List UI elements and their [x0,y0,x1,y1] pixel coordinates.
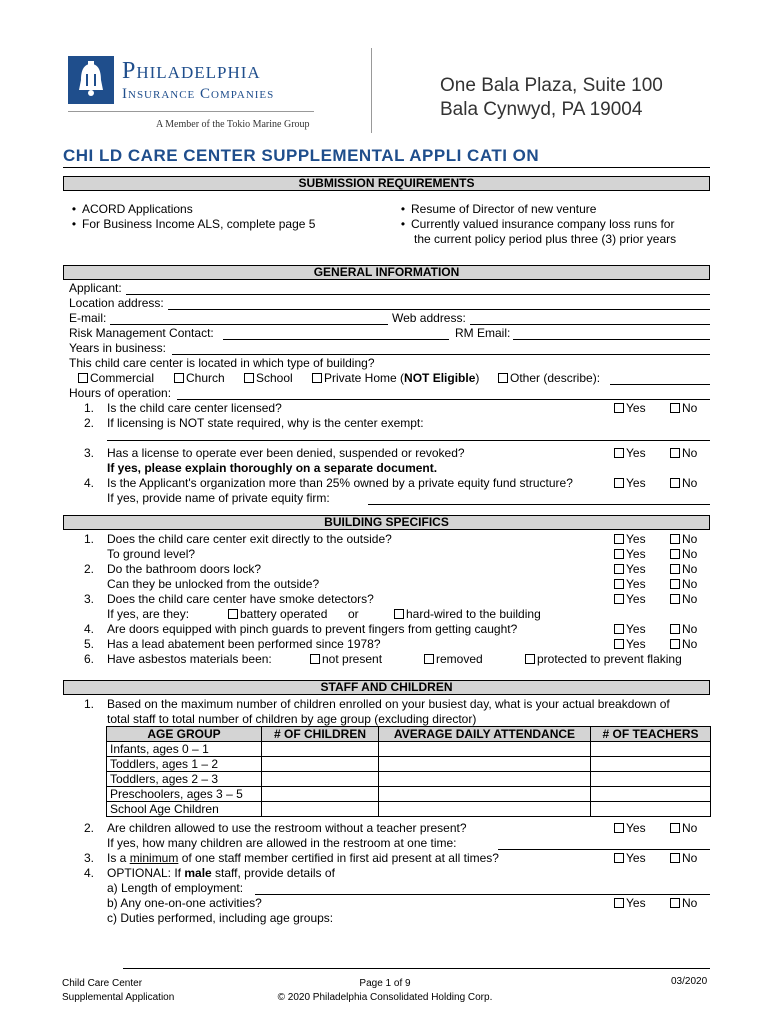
church-option [174,371,225,385]
no-label: No [682,562,698,576]
no-label: No [682,532,698,546]
table-row [107,742,711,757]
yes-checkbox[interactable] [614,853,624,863]
not-eligible-label: NOT Eligible [404,371,476,385]
q4-male: male [184,866,212,880]
bld-q5-number: 5. [84,637,95,651]
yes-checkbox[interactable] [614,594,624,604]
other-option [498,371,600,385]
children-cell[interactable] [262,802,379,817]
staff-q3-number: 3. [84,851,95,865]
logo-name: Philadelphia [122,58,261,84]
gen-q4-number: 4. [84,476,95,490]
gen-q3-no [670,446,697,460]
applicant-label: Applicant: [69,281,122,295]
staff-q2b-text: If yes, how many children are allowed in the restroom at one time: [107,836,457,850]
location-label: Location address: [69,296,164,310]
teachers-cell[interactable] [591,742,711,757]
paren-close: ) [475,371,480,385]
staff-children-header: STAFF AND CHILDREN [63,680,710,695]
gen-q4-equity-label: If yes, provide name of private equity firm: [107,491,330,505]
footer-left-1: Child Care Center [62,978,143,989]
protected-option [525,652,682,666]
no-checkbox[interactable] [670,549,680,559]
yes-checkbox[interactable] [614,898,624,908]
children-cell[interactable] [262,742,379,757]
years-label: Years in business: [69,341,166,355]
staff-q4b-yes [614,896,646,910]
bld-q5-yes [614,637,646,651]
age-group-cell: Toddlers, ages 2 – 3 [107,772,262,787]
location-field[interactable] [168,309,710,310]
yes-label: Yes [626,821,646,835]
bld-q4-text: Are doors equipped with pinch guards to prevent fingers from getting caught? [107,622,518,636]
header-vertical-divider [371,48,372,133]
no-checkbox[interactable] [670,564,680,574]
table-row [107,757,711,772]
staff-q2-text: Are children allowed to use the restroom without a teacher present? [107,821,467,835]
yes-label: Yes [626,532,646,546]
hardwired-checkbox[interactable] [394,609,404,619]
staff-q1-text-cont: total staff to total number of children by age group (excluding director) [107,712,477,726]
gen-q1-yes [614,401,646,415]
gen-q1-text: Is the child care center licensed? [107,401,282,415]
years-field[interactable] [172,354,710,355]
battery-checkbox[interactable] [228,609,238,619]
no-label: No [682,821,698,835]
yes-checkbox[interactable] [614,639,624,649]
logo-tagline: A Member of the Tokio Marine Group [156,119,310,130]
bld-q2b-no [670,577,697,591]
staff-q1-number: 1. [84,697,95,711]
q4-suffix: staff, provide details of [211,866,335,880]
address-line-2: Bala Cynwyd, PA 19004 [440,99,643,120]
teachers-cell[interactable] [591,757,711,772]
req-resume: • Resume of Director of new venture [395,202,596,216]
church-label: Church [186,371,225,385]
page-title: CHI LD CARE CENTER SUPPLEMENTAL APPLI CATI ON [63,146,540,165]
bld-q1b-no [670,547,697,561]
staff-q1-text: Based on the maximum number of children enrolled on your busiest day, what is your actual breakdown of [107,697,670,711]
teachers-cell[interactable] [591,802,711,817]
battery-label: battery operated [240,607,328,621]
yes-label: Yes [626,896,646,910]
bld-q1b-text: To ground level? [107,547,196,561]
other-describe-field[interactable] [610,384,710,385]
or-text: or [348,607,359,621]
no-checkbox[interactable] [670,853,680,863]
school-label: School [256,371,293,385]
yes-checkbox[interactable] [614,549,624,559]
hardwired-option [394,607,541,621]
bld-q5-text: Has a lead abatement been performed since 1978? [107,637,381,651]
gen-q3-number: 3. [84,446,95,460]
gen-q3-explain: If yes, please explain thoroughly on a separate document. [107,461,438,475]
bld-q1-yes [614,532,646,546]
liberty-bell-icon [68,56,114,104]
bld-q1b-yes [614,547,646,561]
q3-minimum: minimum [129,851,179,865]
age-group-cell: Toddlers, ages 1 – 2 [107,757,262,772]
yes-label: Yes [626,446,646,460]
bld-q6-number: 6. [84,652,95,666]
web-label: Web address: [392,311,466,325]
hours-field[interactable] [177,399,710,400]
gen-q3-yes [614,446,646,460]
school-option [244,371,293,385]
staff-q4-number: 4. [84,866,95,880]
private-home-option [312,371,479,385]
gen-q2-number: 2. [84,416,95,430]
commercial-checkbox[interactable] [78,373,88,383]
footer-rule [123,968,710,969]
bld-q3-yes [614,592,646,606]
school-checkbox[interactable] [244,373,254,383]
yes-label: Yes [626,562,646,576]
staff-q4a-text: a) Length of employment: [107,881,244,895]
restroom-count-field[interactable] [498,849,710,850]
bld-q2-text: Do the bathroom doors lock? [107,562,262,576]
yes-label: Yes [626,622,646,636]
email-field[interactable] [110,324,388,325]
no-label: No [682,851,698,865]
yes-checkbox[interactable] [614,624,624,634]
building-type-options [78,371,154,385]
gen-q1-number: 1. [84,401,95,415]
no-checkbox[interactable] [670,403,680,413]
bld-q4-yes [614,622,646,636]
no-checkbox[interactable] [670,624,680,634]
staff-q4b-text: b) Any one-on-one activities? [107,896,262,910]
age-group-cell: Preschoolers, ages 3 – 5 [107,787,262,802]
not-present-label: not present [322,652,383,666]
req-acord: • ACORD Applications [66,202,193,216]
q3-suffix: of one staff member certified in first aid present at all times? [178,851,499,865]
bld-q2-no [670,562,697,576]
bld-q2-yes [614,562,646,576]
rm-email-label: RM Email: [455,326,511,340]
staff-q3-text [107,851,499,865]
yes-label: Yes [626,637,646,651]
hardwired-label: hard-wired to the building [406,607,541,621]
private-home-label: Private Home ( [324,371,405,385]
risk-contact-label: Risk Management Contact: [69,326,214,340]
address-line-1: One Bala Plaza, Suite 100 [440,75,663,96]
building-type-question: This child care center is located in which type of building? [69,356,375,370]
building-specifics-header: BUILDING SPECIFICS [63,515,710,530]
attendance-cell[interactable] [379,742,591,757]
staff-q3-no [670,851,697,865]
children-cell[interactable] [262,772,379,787]
no-label: No [682,577,698,591]
equity-firm-field[interactable] [368,504,710,505]
staff-q4c-text: c) Duties performed, including age groups: [107,911,334,925]
protected-label: protected to prevent flaking [537,652,682,666]
gen-q1-no [670,401,697,415]
no-label: No [682,592,698,606]
yes-checkbox[interactable] [614,478,624,488]
removed-label: removed [436,652,483,666]
not-present-option [310,652,382,666]
battery-option [228,607,327,621]
staff-table [106,726,711,817]
children-cell[interactable] [262,757,379,772]
no-label: No [682,547,698,561]
col-children: # OF CHILDREN [262,727,379,742]
table-row [107,787,711,802]
staff-q4b-no [670,896,697,910]
bld-q1-text: Does the child care center exit directly to the outside? [107,532,392,546]
removed-option [424,652,483,666]
yes-label: Yes [626,476,646,490]
yes-label: Yes [626,401,646,415]
yes-checkbox[interactable] [614,564,624,574]
attendance-cell[interactable] [379,757,591,772]
teachers-cell[interactable] [591,787,711,802]
bld-q2b-text: Can they be unlocked from the outside? [107,577,320,591]
web-field[interactable] [470,324,710,325]
bld-q6-text: Have asbestos materials been: [107,652,272,666]
private-home-checkbox[interactable] [312,373,322,383]
yes-label: Yes [626,592,646,606]
employment-length-field[interactable] [255,894,710,895]
col-age-group: AGE GROUP [107,727,262,742]
risk-contact-field[interactable] [223,339,449,340]
church-checkbox[interactable] [174,373,184,383]
no-label: No [682,446,698,460]
email-label: E-mail: [69,311,107,325]
no-checkbox[interactable] [670,448,680,458]
footer-page-number: Page 1 of 9 [359,978,411,989]
table-header-row [107,727,711,742]
bld-q3-text: Does the child care center have smoke detectors? [107,592,374,606]
protected-checkbox[interactable] [525,654,535,664]
no-checkbox[interactable] [670,823,680,833]
gen-q4-no [670,476,697,490]
table-row [107,772,711,787]
hours-label: Hours of operation: [69,386,172,400]
general-information-header: GENERAL INFORMATION [63,265,710,280]
commercial-label: Commercial [90,371,155,385]
children-cell[interactable] [262,787,379,802]
bld-q2b-yes [614,577,646,591]
yes-label: Yes [626,577,646,591]
bld-q3-no [670,592,697,606]
staff-q2-yes [614,821,646,835]
bld-q2-number: 2. [84,562,95,576]
no-checkbox[interactable] [670,478,680,488]
removed-checkbox[interactable] [424,654,434,664]
bld-q1-number: 1. [84,532,95,546]
footer-left-2: Supplemental Application [62,992,175,1003]
req-loss-runs-cont: the current policy period plus three (3) prior years [414,232,677,246]
staff-q2-number: 2. [84,821,95,835]
title-rule [63,167,710,168]
q4-prefix: OPTIONAL: If [107,866,185,880]
footer-date: 03/2020 [671,976,708,987]
no-label: No [682,637,698,651]
attendance-cell[interactable] [379,787,591,802]
no-checkbox[interactable] [670,898,680,908]
no-label: No [682,896,698,910]
submission-requirements-header: SUBMISSION REQUIREMENTS [63,176,710,191]
applicant-field[interactable] [126,294,710,295]
staff-q3-yes [614,851,646,865]
gen-q4-text: Is the Applicant's organization more than 25% owned by a private equity fund structure? [107,476,573,490]
logo-subtitle: Insurance Companies [122,86,275,102]
not-present-checkbox[interactable] [310,654,320,664]
attendance-cell[interactable] [379,772,591,787]
yes-checkbox[interactable] [614,579,624,589]
req-business-income: • For Business Income ALS, complete page 5 [66,217,315,231]
yes-label: Yes [626,547,646,561]
teachers-cell[interactable] [591,772,711,787]
no-checkbox[interactable] [670,534,680,544]
other-checkbox[interactable] [498,373,508,383]
staff-q2-no [670,821,697,835]
other-label: Other (describe): [510,371,601,385]
no-label: No [682,476,698,490]
no-checkbox[interactable] [670,579,680,589]
yes-checkbox[interactable] [614,534,624,544]
no-label: No [682,622,698,636]
yes-label: Yes [626,851,646,865]
bld-q4-no [670,622,697,636]
col-attendance: AVERAGE DAILY ATTENDANCE [379,727,591,742]
logo-divider [68,111,314,112]
bld-q4-number: 4. [84,622,95,636]
col-teachers: # OF TEACHERS [591,727,711,742]
yes-checkbox[interactable] [614,448,624,458]
yes-checkbox[interactable] [614,823,624,833]
q3-prefix: Is a [107,851,130,865]
req-loss-runs: • Currently valued insurance company loss runs for [395,217,674,231]
bld-q1-no [670,532,697,546]
age-group-cell: Infants, ages 0 – 1 [107,742,262,757]
yes-checkbox[interactable] [614,403,624,413]
footer-copyright: © 2020 Philadelphia Consolidated Holding Corp. [277,992,493,1003]
rm-email-field[interactable] [513,339,710,340]
bld-q3-number: 3. [84,592,95,606]
table-row [107,802,711,817]
gen-q4-yes [614,476,646,490]
bld-q3b-text: If yes, are they: [107,607,190,621]
company-logo [68,56,114,104]
gen-q2-text: If licensing is NOT state required, why is the center exempt: [107,416,424,430]
attendance-cell[interactable] [379,802,591,817]
gen-q2-field[interactable] [107,440,710,441]
gen-q3-text: Has a license to operate ever been denied, suspended or revoked? [107,446,465,460]
no-label: No [682,401,698,415]
staff-q4-text [107,866,335,880]
age-group-cell: School Age Children [107,802,262,817]
bld-q5-no [670,637,697,651]
no-checkbox[interactable] [670,594,680,604]
no-checkbox[interactable] [670,639,680,649]
